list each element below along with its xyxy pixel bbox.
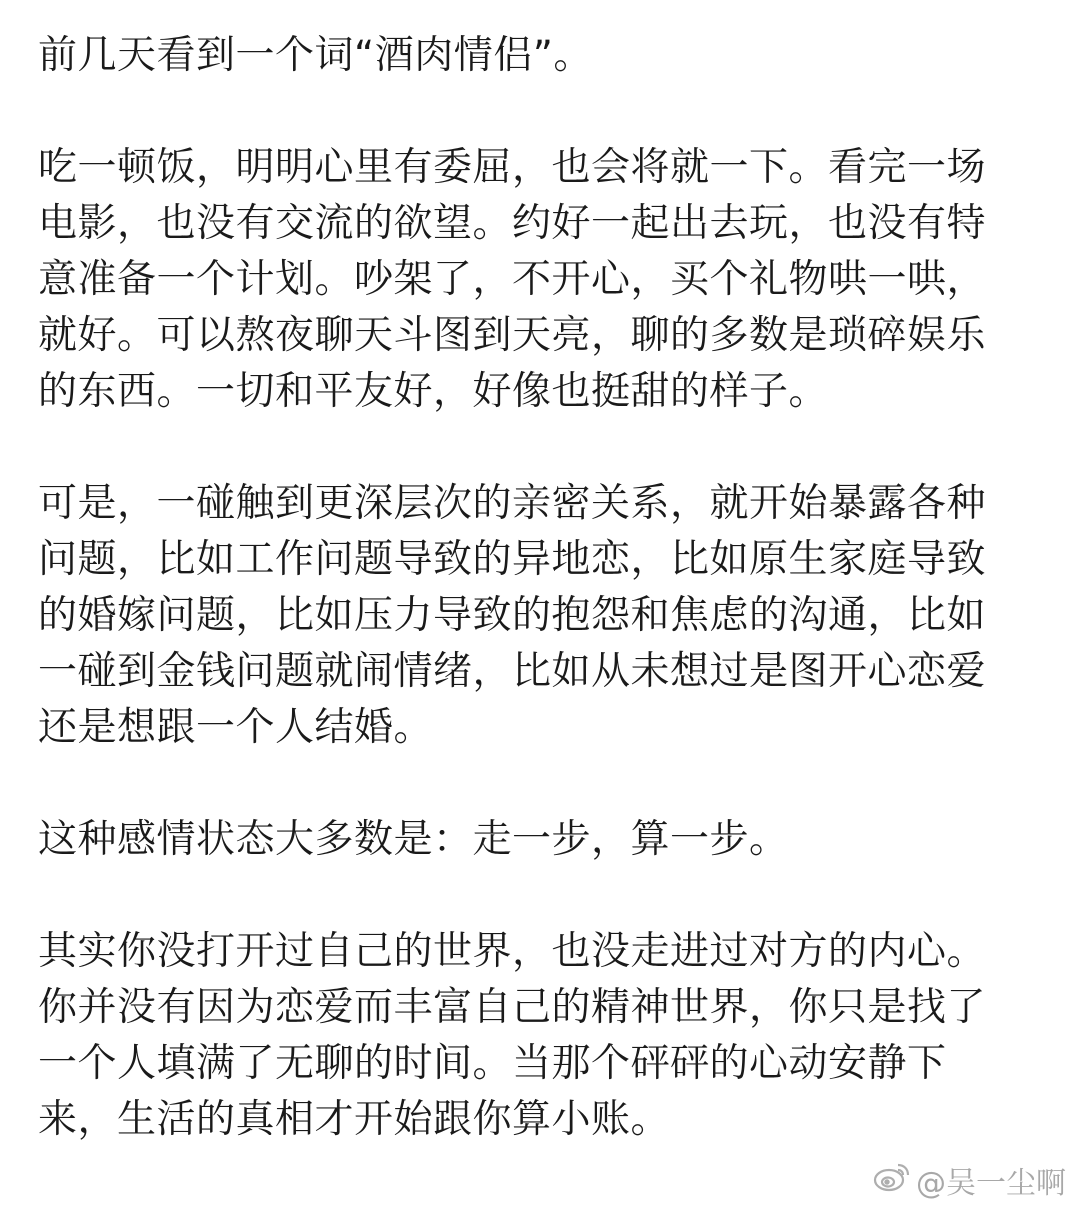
paragraph-5: 其实你没打开过自己的世界，也没走进过对方的内心。 你并没有因为恋爱而丰富自己的精神世界，你只是找了 一个人填满了无聊的时间。当那个砰砰的心动安静下 来，生活的真相才开始跟你算小账。: [38, 929, 987, 1142]
weibo-logo-icon: [872, 1159, 912, 1201]
watermark-username: @吴一尘啊: [916, 1166, 1066, 1201]
weibo-watermark: [872, 1158, 1066, 1202]
paragraph-1: 前几天看到一个词“酒肉情侣”。: [38, 33, 593, 78]
paragraph-3: 可是，一碰触到更深层次的亲密关系，就开始暴露各种 问题，比如工作问题导致的异地恋，比如原生家庭导致 的婚嫁问题，比如压力导致的抱怨和焦虑的沟通，比如 一碰到金钱问题就闹情绪，比如从未想过是图开心恋爱 还是想跟一个人结婚。: [38, 481, 987, 750]
paragraph-4: 这种感情状态大多数是：走一步，算一步。: [38, 817, 789, 862]
paragraph-2: 吃一顿饭，明明心里有委屈，也会将就一下。看完一场 电影，也没有交流的欲望。约好一起出去玩，也没有特 意准备一个计划。吵架了，不开心，买个礼物哄一哄， 就好。可以熬夜聊天斗图到天亮，聊的多数是琐碎娱乐 的东西。一切和平友好，好像也挺甜的样子。: [38, 145, 987, 414]
